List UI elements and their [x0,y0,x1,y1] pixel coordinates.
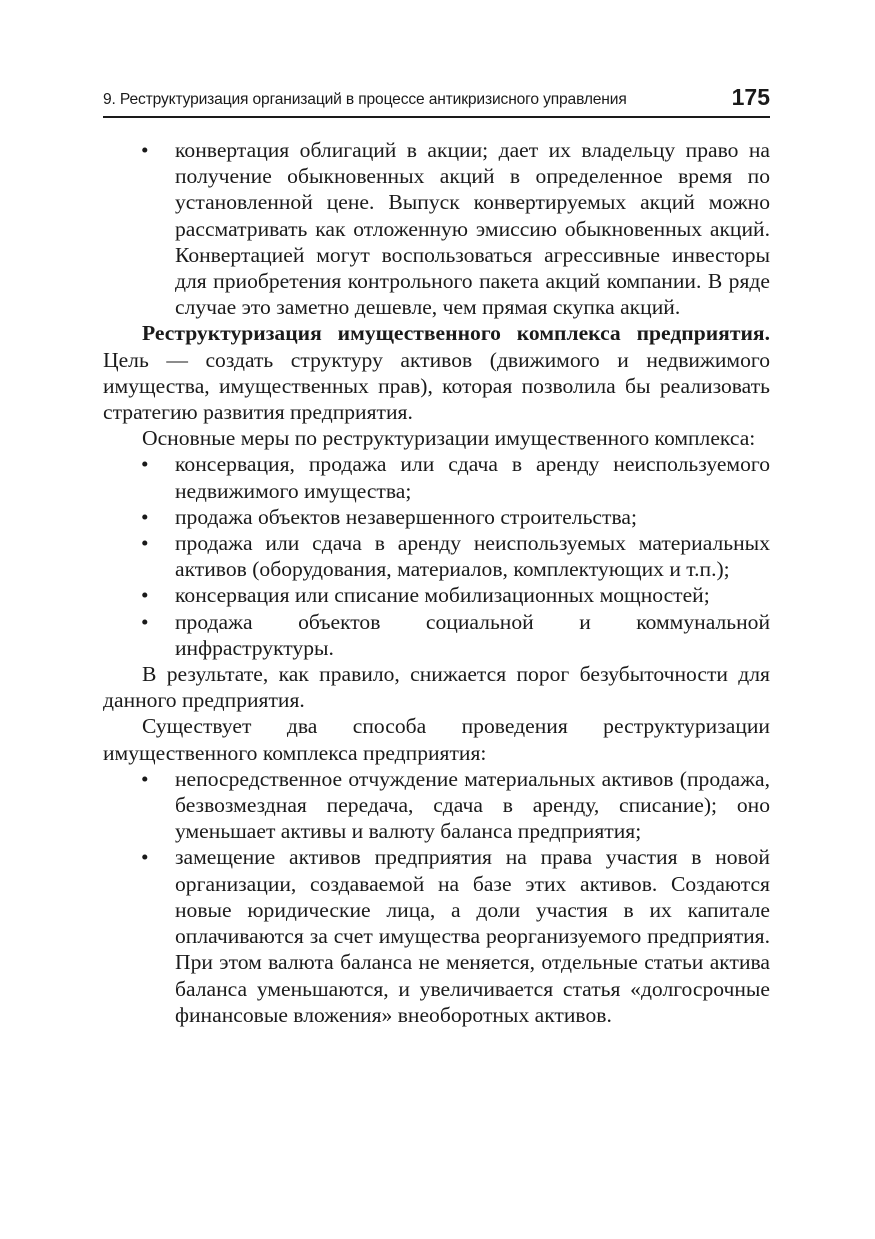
running-head: 9. Реструктуризация организаций в процессе антикризисного управления [103,91,627,108]
list-item-text: непосредственное отчуждение материальных активов (продажа, безвозмездная передача, сдача в аренду, списание); оно уменьшает активы и валюту баланса предприятия; [175,766,770,844]
paragraph: Существует два способа проведения реструктуризации имущественного комплекса предприятия: [103,714,770,765]
bullet-icon: • [141,452,149,477]
bullet-icon: • [141,138,149,162]
list-item [103,504,770,530]
paragraph [103,320,770,425]
page-body [103,137,770,1028]
paragraph-text: Цель — создать структуру активов (движимого и недвижимого имущества, имущественных прав), которая позволила бы реализовать стратегию развития предприятия. [103,347,770,425]
bullet-list [103,766,770,1028]
bullet-icon: • [141,609,149,634]
list-item-text: консервация или списание мобилизационных мощностей; [175,583,710,608]
bullet-icon: • [141,531,149,556]
bullet-list [103,451,770,661]
paragraph: В результате, как правило, снижается порог безубыточности для данного предприятия. [103,662,770,713]
bullet-icon: • [141,766,149,791]
list-item-text: конвертация облигаций в акции; дает их владельцу право на получение обыкновенных акций в определенное время по установленной цене. Выпуск конвертируемых акций можно рассматривать как отложенную эмиссию обыкновенных акций. Конвертацией могут воспользоваться агрессивные инвесторы для приобретения контрольного пакета акций компании. В ряде случае это заметно дешевле, чем прямая скупка акций. [175,138,770,320]
list-item [103,766,770,845]
bullet-icon: • [141,583,149,608]
paragraph: Основные меры по реструктуризации имущественного комплекса: [142,426,756,451]
bullet-icon: • [141,504,149,529]
list-item-text: продажа или сдача в аренду неиспользуемых материальных активов (оборудования, материалов, комплектующих и т.п.); [175,531,770,582]
section-heading: Реструктуризация имущественного комплекса предприятия. [142,321,770,346]
bullet-icon: • [141,845,149,870]
list-item [103,582,770,608]
list-item [103,451,770,503]
bullet-list [103,137,770,320]
list-item-text: замещение активов предприятия на права участия в новой организации, создаваемой на базе этих активов. Создаются новые юридические лица, а доли участия в их капитале оплачиваются за счет имущества реорганизуемого предприятия. При этом валюта баланса не меняется, отдельные статьи актива баланса уменьшаются, и увеличивается статья «долгосрочные финансовые вложения» внеоборотных активов. [175,845,770,1027]
list-item [103,530,770,582]
page-header [103,82,770,118]
list-item [103,609,770,661]
list-item-text: продажа объектов социальной и коммунальной инфраструктуры. [175,609,770,660]
list-item [103,137,770,320]
list-item [103,844,770,1027]
list-item-text: консервация, продажа или сдача в аренду неиспользуемого недвижимого имущества; [175,452,770,503]
page-number: 175 [731,84,770,110]
list-item-text: продажа объектов незавершенного строительства; [175,504,637,529]
